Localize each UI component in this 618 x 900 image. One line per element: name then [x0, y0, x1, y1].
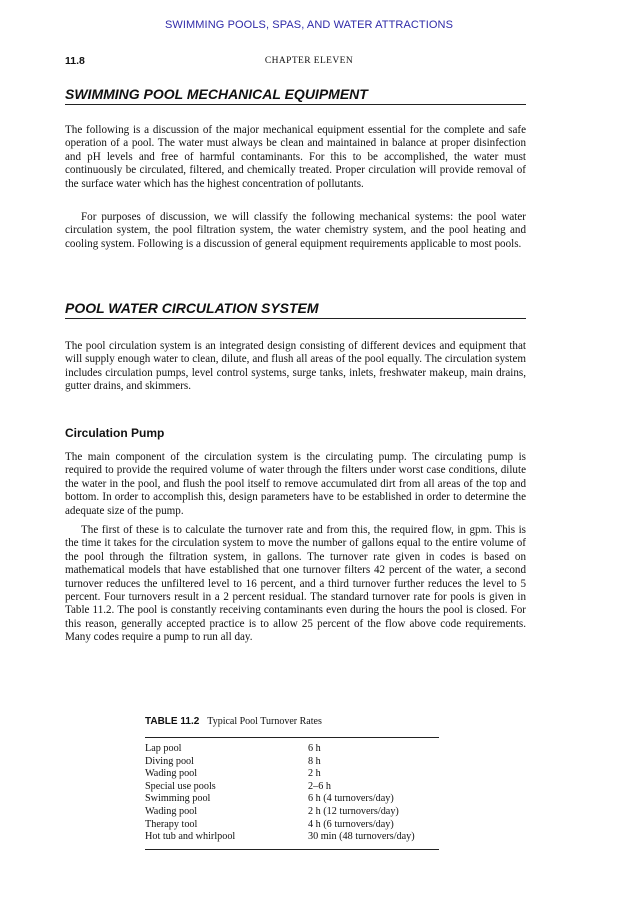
table-caption [145, 716, 322, 727]
pool-type-cell: Special use pools [145, 780, 216, 792]
subhead-circulation-pump: Circulation Pump [65, 426, 165, 440]
table-bottom-rule [145, 849, 439, 850]
turnover-rate-cell: 8 h [308, 755, 321, 767]
section-title-mechanical-equipment: SWIMMING POOL MECHANICAL EQUIPMENT [65, 86, 526, 105]
paragraph-mechanical-intro: The following is a discussion of the major mechanical equipment essential for the complete and safe operation of a pool. The water must always be clean and maintained in balance at proper disinfection and pH levels and free of harmful contaminants. For this to be accomplished, the water must continuously be circulated, filtered, and chemically treated. Proper circulation will provide removal of the surface water which has the highest concentration of pollutants. [65, 124, 526, 190]
table-row [145, 768, 439, 781]
turnover-rates-table [145, 743, 439, 844]
section-title-circulation-system: POOL WATER CIRCULATION SYSTEM [65, 300, 526, 319]
table-label: TABLE 11.2 [145, 716, 200, 727]
table-row [145, 819, 439, 832]
table-row [145, 793, 439, 806]
turnover-rate-cell: 6 h (4 turnovers/day) [308, 793, 394, 805]
page-number: 11.8 [65, 55, 85, 67]
chapter-label: CHAPTER ELEVEN [264, 56, 354, 66]
paragraph-mechanical-systems: For purposes of discussion, we will classify the following mechanical systems: the pool water circulation system, the pool filtration system, the water chemistry system, and the pool heating and cooling system. Following is a discussion of general equipment requirements applicable to most pools. [65, 211, 526, 250]
paragraph-pump-component: The main component of the circulation system is the circulating pump. The circulating pump is required to provide the required volume of water through the filters under worst case conditions, dilute the water in the pool, and flush the pool itself to remove accumulated dirt from all areas of the top and bottom. In order to accomplish this, design parameters have to be established in order to determine the adequate size of the pump. [65, 451, 526, 517]
pool-type-cell: Wading pool [145, 768, 198, 780]
pool-type-cell: Swimming pool [145, 793, 211, 805]
table-top-rule [145, 737, 439, 738]
pool-type-cell: Hot tub and whirlpool [145, 831, 236, 843]
table-row [145, 756, 439, 769]
paragraph-circulation-intro: The pool circulation system is an integrated design consisting of different devices and equipment that will supply enough water to clean, dilute, and flush all areas of the pool equally. The circulation system includes circulation pumps, level control systems, surge tanks, inlets, freshwater makeup, main drains, gutter drains, and skimmers. [65, 340, 526, 393]
pool-type-cell: Diving pool [145, 755, 194, 767]
table-row [145, 831, 439, 844]
turnover-rate-cell: 4 h (6 turnovers/day) [308, 818, 394, 830]
pool-type-cell: Therapy tool [145, 818, 198, 830]
turnover-rate-cell: 2 h (12 turnovers/day) [308, 805, 399, 817]
pool-type-cell: Wading pool [145, 805, 198, 817]
running-head: SWIMMING POOLS, SPAS, AND WATER ATTRACTIONS [164, 19, 454, 31]
pool-type-cell: Lap pool [145, 743, 182, 754]
turnover-rate-cell: 2 h [308, 768, 321, 780]
turnover-rate-cell: 2–6 h [308, 780, 331, 792]
table-row [145, 781, 439, 794]
table-row [145, 806, 439, 819]
table-caption-text: Typical Pool Turnover Rates [207, 716, 322, 727]
turnover-rate-cell: 6 h [308, 743, 321, 754]
paragraph-turnover-rate: The first of these is to calculate the turnover rate and from this, the required flow, in gpm. This is the time it takes for the circulation system to move the number of gallons equal to the entire volume of the pool through the filtration system, in gallons. The turnover rate given in codes is based on mathematical models that have established that one turnover filters 42 percent of the water, a second turnover reduces the unfiltered level to 16 percent, and a third turnover further reduces the level to 5 percent. Four turnovers result in a 2 percent residual. The standard turnover rate for pools is given in Table 11.2. The pool is constantly receiving contaminants even during the hours the pool is closed. For this reason, generally accepted practice is to allow 25 percent of the flow above code requirements. Many codes require a pump to run all day. [65, 524, 526, 644]
table-row [145, 743, 439, 756]
turnover-rate-cell: 30 min (48 turnovers/day) [308, 831, 415, 843]
